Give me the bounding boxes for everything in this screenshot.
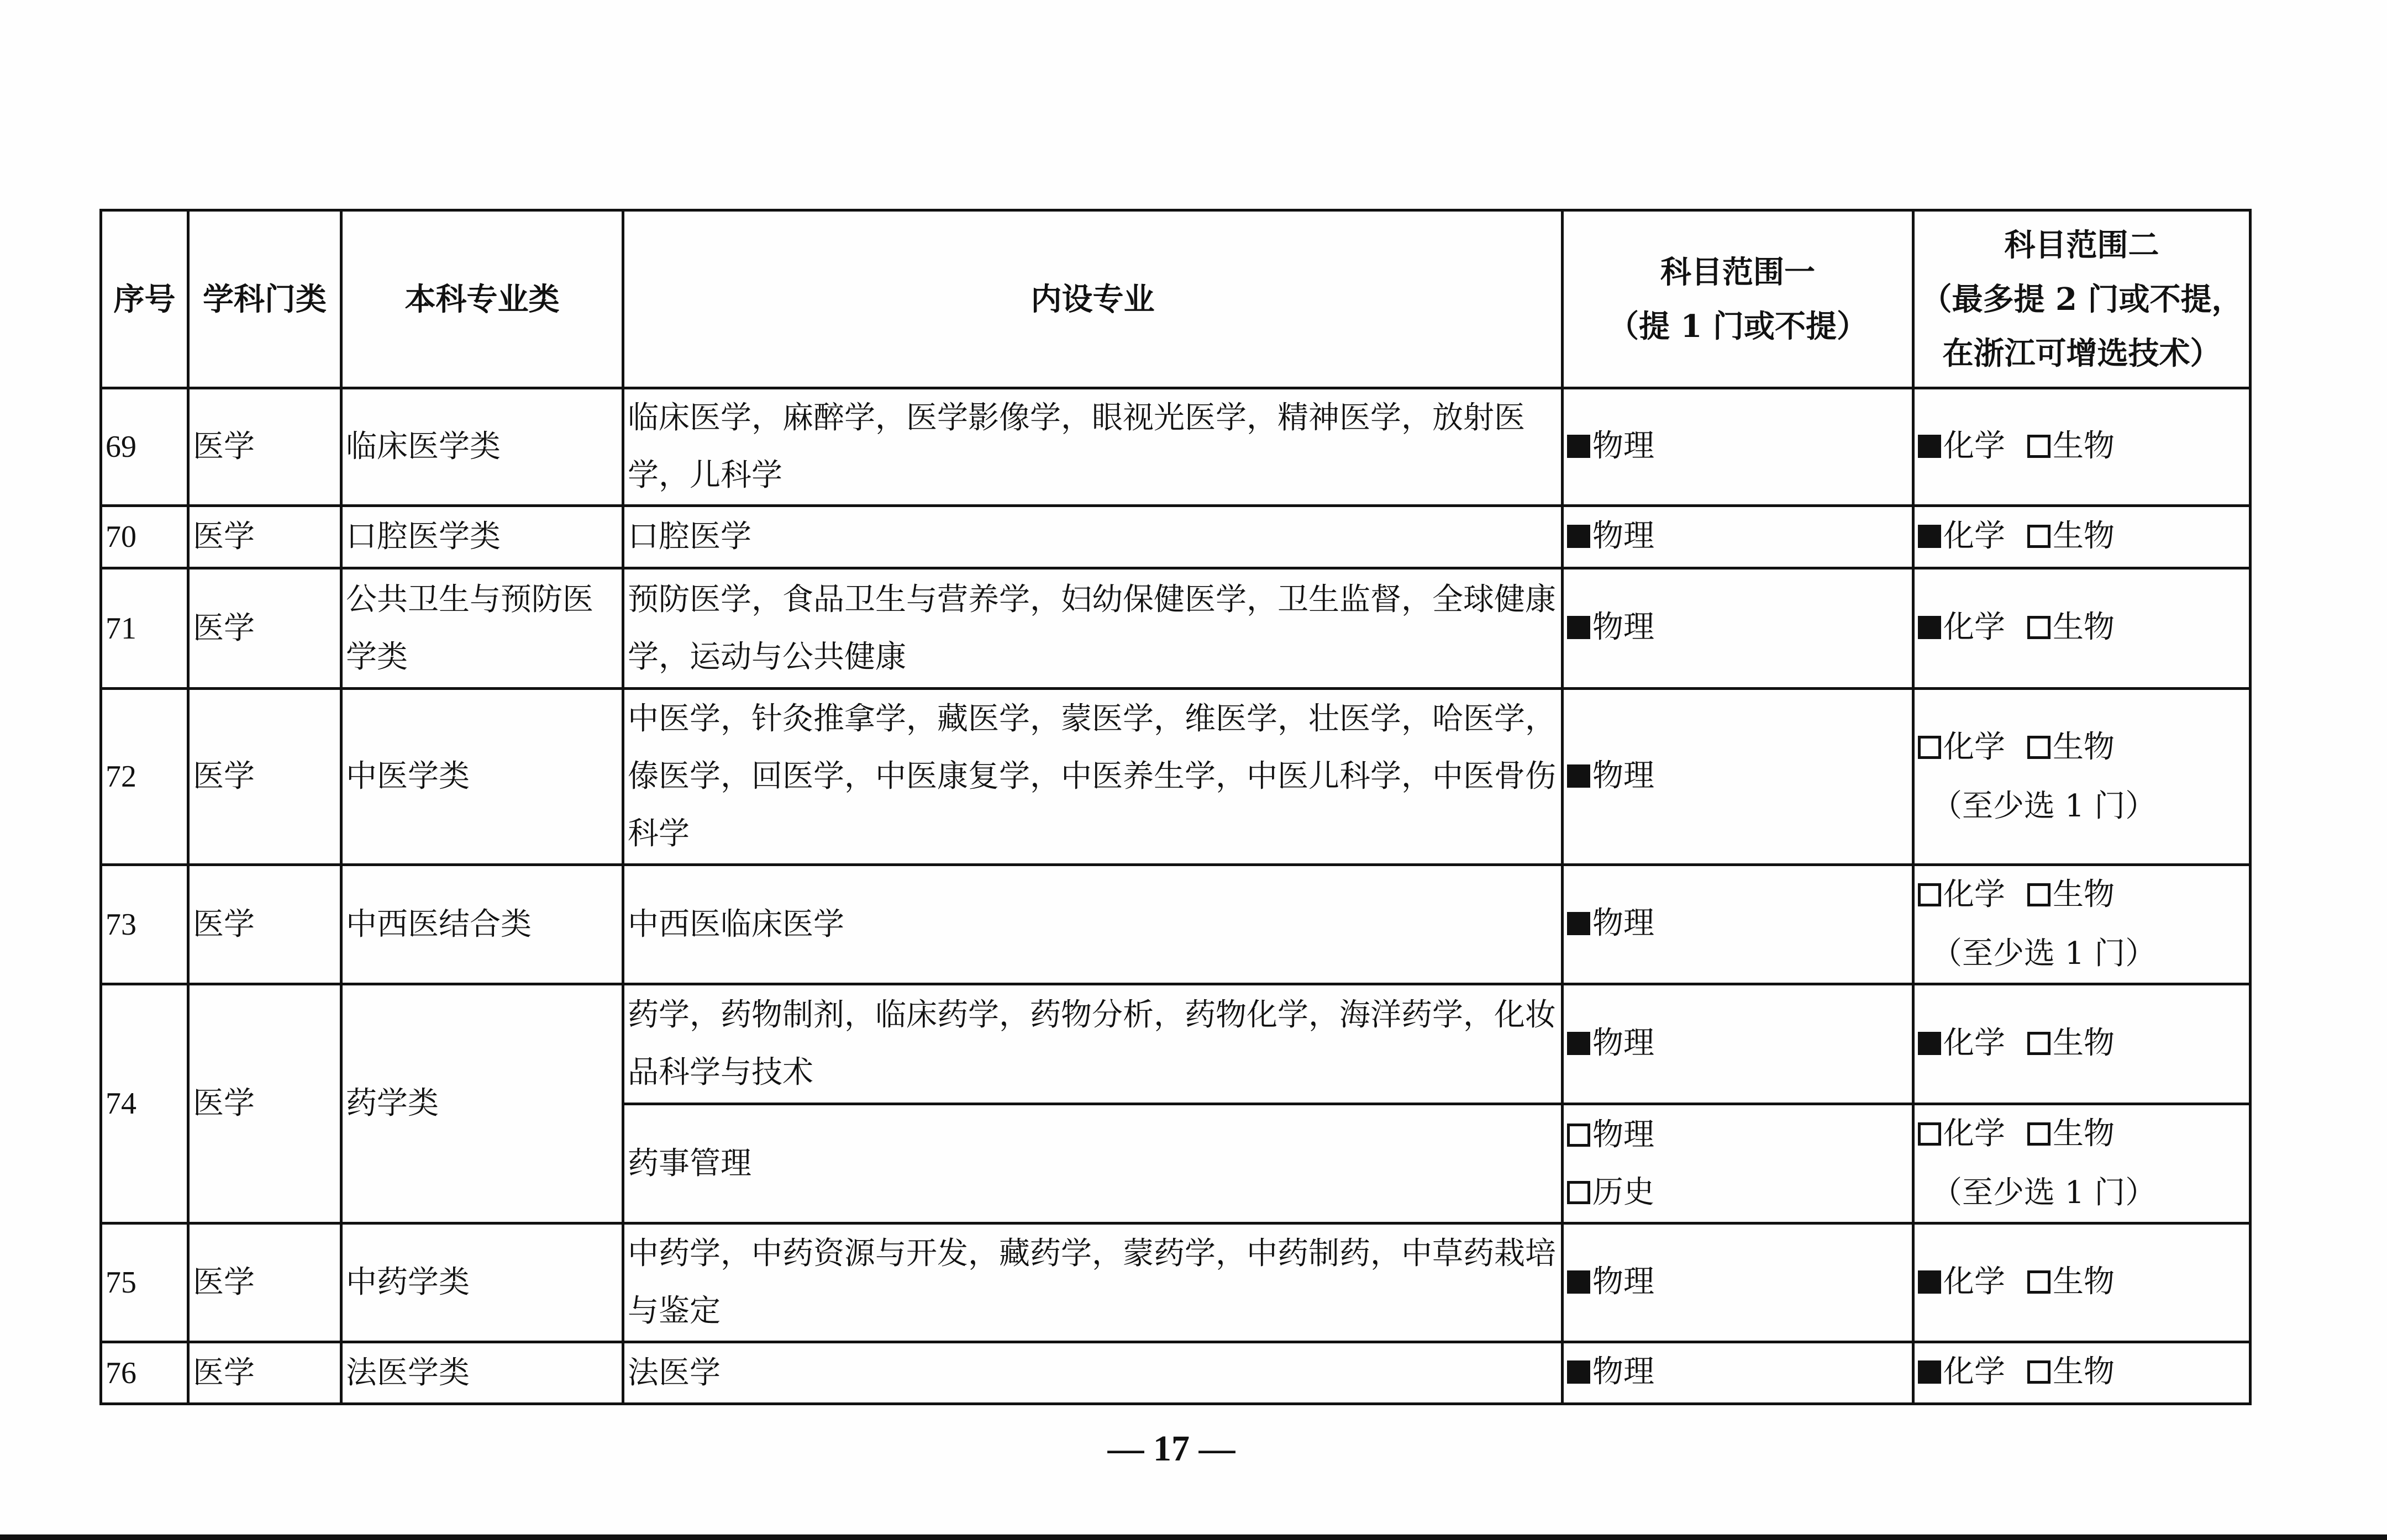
filled-square-checkbox-icon xyxy=(1567,912,1590,935)
scope-two-note: （至少选 1 门） xyxy=(1931,936,2157,972)
row-discipline: 医学 xyxy=(188,506,341,568)
table-row xyxy=(101,865,2251,984)
filled-square-checkbox-icon xyxy=(1567,764,1590,788)
subject-label: 物理 xyxy=(1592,1025,1654,1061)
scope-two-options xyxy=(1918,1253,2246,1312)
empty-square-checkbox-icon xyxy=(2027,1270,2050,1294)
subject-option xyxy=(1567,1253,1654,1311)
subject-option xyxy=(1918,508,2005,565)
subject-label: 化学 xyxy=(1943,428,2005,464)
filled-square-checkbox-icon xyxy=(1918,1032,1941,1055)
scope-two-options xyxy=(1918,1343,2246,1402)
row-scope-two xyxy=(1913,388,2251,506)
subject-option xyxy=(2027,508,2115,565)
header-discipline: 学科门类 xyxy=(188,210,341,388)
empty-square-checkbox-icon xyxy=(2027,525,2050,548)
subject-label: 物理 xyxy=(1592,1263,1654,1300)
empty-square-checkbox-icon xyxy=(1918,736,1941,759)
scope-two-options xyxy=(1918,508,2246,567)
filled-square-checkbox-icon xyxy=(1918,1360,1941,1384)
row-seq: 76 xyxy=(101,1342,188,1404)
subject-label: 生物 xyxy=(2053,1116,2115,1152)
subject-option xyxy=(2027,1015,2115,1072)
row-majors: 预防医学，食品卫生与营养学，妇幼保健医学，卫生监督，全球健康学，运动与公共健康 xyxy=(623,568,1563,689)
subject-option xyxy=(1918,1015,2005,1072)
table-row xyxy=(101,568,2251,689)
subject-label: 物理 xyxy=(1592,1116,1654,1153)
filled-square-checkbox-icon xyxy=(1567,435,1590,458)
row-discipline: 医学 xyxy=(188,1223,341,1342)
row-seq: 74 xyxy=(101,984,188,1223)
row-major-class: 口腔医学类 xyxy=(341,506,623,568)
row-discipline: 医学 xyxy=(188,984,341,1223)
filled-square-checkbox-icon xyxy=(1567,1270,1590,1294)
row-seq: 69 xyxy=(101,388,188,506)
empty-square-checkbox-icon xyxy=(2027,435,2050,458)
subject-label: 物理 xyxy=(1592,518,1654,554)
row-major-class: 药学类 xyxy=(341,984,623,1223)
row-scope-one xyxy=(1563,1342,1913,1404)
subject-option xyxy=(1567,1164,1886,1221)
subject-option xyxy=(1567,1106,1886,1164)
table-row xyxy=(101,1342,2251,1404)
empty-square-checkbox-icon xyxy=(1567,1181,1590,1204)
subject-label: 生物 xyxy=(2053,1354,2115,1390)
subject-label: 生物 xyxy=(2053,609,2115,645)
subject-option xyxy=(1918,1105,2005,1163)
subject-option xyxy=(2027,719,2115,776)
subject-option xyxy=(1567,418,1654,475)
subject-option xyxy=(2027,599,2115,656)
row-seq: 75 xyxy=(101,1223,188,1342)
subject-label: 生物 xyxy=(2053,729,2115,765)
subject-label: 化学 xyxy=(1943,1116,2005,1152)
row-major-class: 中药学类 xyxy=(341,1223,623,1342)
row-scope-two xyxy=(1913,1223,2251,1342)
subject-option xyxy=(2027,1253,2115,1311)
scope-two-subtitle-1: （最多提 2 门或不提， xyxy=(1921,281,2243,318)
table-row xyxy=(101,388,2251,506)
row-majors: 药学，药物制剂，临床药学，药物分析，药物化学，海洋药学，化妆品科学与技术 xyxy=(623,984,1563,1104)
subject-option xyxy=(1567,1343,1654,1401)
subject-label: 化学 xyxy=(1943,1025,2005,1061)
row-seq: 73 xyxy=(101,865,188,984)
row-seq: 72 xyxy=(101,689,188,865)
subject-option xyxy=(1918,1343,2005,1401)
subject-label: 物理 xyxy=(1592,1354,1654,1390)
empty-square-checkbox-icon xyxy=(1918,1122,1941,1146)
header-seq: 序号 xyxy=(101,210,188,388)
subject-option xyxy=(1567,895,1654,952)
subject-option xyxy=(1918,1253,2005,1311)
table-row xyxy=(101,506,2251,568)
subject-label: 物理 xyxy=(1592,757,1654,794)
row-majors: 法医学 xyxy=(623,1342,1563,1404)
header-major-class: 本科专业类 xyxy=(341,210,623,388)
row-majors: 中药学，中药资源与开发，藏药学，蒙药学，中药制药，中草药栽培与鉴定 xyxy=(623,1223,1563,1342)
scope-two-subtitle-2: 在浙江可增选技术） xyxy=(1942,335,2221,372)
row-discipline: 医学 xyxy=(188,568,341,689)
row-seq: 70 xyxy=(101,506,188,568)
subject-label: 化学 xyxy=(1943,877,2005,913)
scope-two-options xyxy=(1918,719,2246,778)
filled-square-checkbox-icon xyxy=(1918,525,1941,548)
filled-square-checkbox-icon xyxy=(1567,616,1590,639)
subject-label: 生物 xyxy=(2053,518,2115,554)
empty-square-checkbox-icon xyxy=(2027,883,2050,906)
subject-label: 生物 xyxy=(2053,877,2115,913)
scope-two-options xyxy=(1918,418,2246,477)
subject-label: 生物 xyxy=(2053,1025,2115,1061)
subject-option xyxy=(1918,866,2005,924)
row-scope-two xyxy=(1913,1104,2251,1223)
row-major-class: 公共卫生与预防医学类 xyxy=(341,568,623,689)
row-discipline: 医学 xyxy=(188,388,341,506)
row-scope-two xyxy=(1913,506,2251,568)
row-scope-one xyxy=(1563,865,1913,984)
subject-label: 生物 xyxy=(2053,428,2115,464)
row-scope-two xyxy=(1913,689,2251,865)
row-scope-one xyxy=(1563,506,1913,568)
subject-label: 历史 xyxy=(1592,1174,1654,1210)
empty-square-checkbox-icon xyxy=(2027,1122,2050,1146)
subject-option xyxy=(1918,599,2005,656)
filled-square-checkbox-icon xyxy=(1567,1032,1590,1055)
empty-square-checkbox-icon xyxy=(2027,616,2050,639)
row-discipline: 医学 xyxy=(188,689,341,865)
subject-option xyxy=(1918,719,2005,776)
row-major-class: 法医学类 xyxy=(341,1342,623,1404)
header-scope-one xyxy=(1563,210,1913,388)
subject-option xyxy=(2027,866,2115,924)
subject-option xyxy=(2027,418,2115,475)
subject-label: 物理 xyxy=(1592,609,1654,645)
subject-option xyxy=(1918,418,2005,475)
row-major-class: 临床医学类 xyxy=(341,388,623,506)
page-number: — 17 — xyxy=(1107,1428,1235,1469)
subject-option xyxy=(1567,1015,1654,1072)
row-scope-one xyxy=(1563,1223,1913,1342)
row-majors: 中医学，针灸推拿学，藏医学，蒙医学，维医学，壮医学，哈医学，傣医学，回医学，中医康复学，中医养生学，中医儿科学，中医骨伤科学 xyxy=(623,689,1563,865)
row-scope-one xyxy=(1563,984,1913,1104)
scope-one-title: 科目范围一 xyxy=(1660,254,1815,291)
subject-option xyxy=(1567,747,1654,805)
empty-square-checkbox-icon xyxy=(1918,883,1941,906)
empty-square-checkbox-icon xyxy=(2027,736,2050,759)
row-major-class: 中西医结合类 xyxy=(341,865,623,984)
subject-label: 物理 xyxy=(1592,428,1654,464)
empty-square-checkbox-icon xyxy=(2027,1032,2050,1055)
header-majors: 内设专业 xyxy=(623,210,1563,388)
subject-option xyxy=(1567,508,1654,565)
header-scope-two xyxy=(1913,210,2251,388)
scope-two-options xyxy=(1918,866,2246,925)
scope-two-options xyxy=(1918,599,2246,658)
scope-two-title: 科目范围二 xyxy=(2004,226,2159,263)
subject-label: 化学 xyxy=(1943,729,2005,765)
row-majors: 药事管理 xyxy=(623,1104,1563,1223)
row-major-class: 中医学类 xyxy=(341,689,623,865)
subject-option xyxy=(2027,1343,2115,1401)
scan-edge xyxy=(0,1534,2387,1540)
filled-square-checkbox-icon xyxy=(1567,525,1590,548)
filled-square-checkbox-icon xyxy=(1567,1360,1590,1384)
row-seq: 71 xyxy=(101,568,188,689)
row-scope-one xyxy=(1563,1104,1913,1223)
row-scope-one xyxy=(1563,689,1913,865)
row-discipline: 医学 xyxy=(188,1342,341,1404)
row-scope-two xyxy=(1913,1342,2251,1404)
row-scope-two xyxy=(1913,865,2251,984)
subject-option xyxy=(1567,599,1654,656)
scope-two-options xyxy=(1918,1015,2246,1074)
subject-label: 化学 xyxy=(1943,1354,2005,1390)
empty-square-checkbox-icon xyxy=(1567,1124,1590,1147)
filled-square-checkbox-icon xyxy=(1918,616,1941,639)
row-majors: 口腔医学 xyxy=(623,506,1563,568)
table-row xyxy=(101,1223,2251,1342)
subject-label: 化学 xyxy=(1943,609,2005,645)
subject-label: 化学 xyxy=(1943,1263,2005,1300)
scope-two-options xyxy=(1918,1105,2246,1164)
row-scope-one xyxy=(1563,388,1913,506)
table-header-row xyxy=(101,210,2251,388)
table-row xyxy=(101,689,2251,865)
subject-option xyxy=(2027,1105,2115,1163)
subject-requirements-table xyxy=(99,209,2252,1405)
empty-square-checkbox-icon xyxy=(2027,1360,2050,1384)
row-scope-one xyxy=(1563,568,1913,689)
row-scope-two xyxy=(1913,568,2251,689)
subject-label: 物理 xyxy=(1592,905,1654,941)
scope-one-subtitle: （提 1 门或不提） xyxy=(1608,308,1868,345)
row-majors: 中西医临床医学 xyxy=(623,865,1563,984)
row-majors: 临床医学，麻醉学，医学影像学，眼视光医学，精神医学，放射医学，儿科学 xyxy=(623,388,1563,506)
row-scope-two xyxy=(1913,984,2251,1104)
row-discipline: 医学 xyxy=(188,865,341,984)
subject-label: 生物 xyxy=(2053,1263,2115,1300)
table-row xyxy=(101,984,2251,1104)
subject-label: 化学 xyxy=(1943,518,2005,554)
filled-square-checkbox-icon xyxy=(1918,1270,1941,1294)
scope-two-note: （至少选 1 门） xyxy=(1931,788,2157,824)
filled-square-checkbox-icon xyxy=(1918,435,1941,458)
scope-two-note: （至少选 1 门） xyxy=(1931,1175,2157,1211)
